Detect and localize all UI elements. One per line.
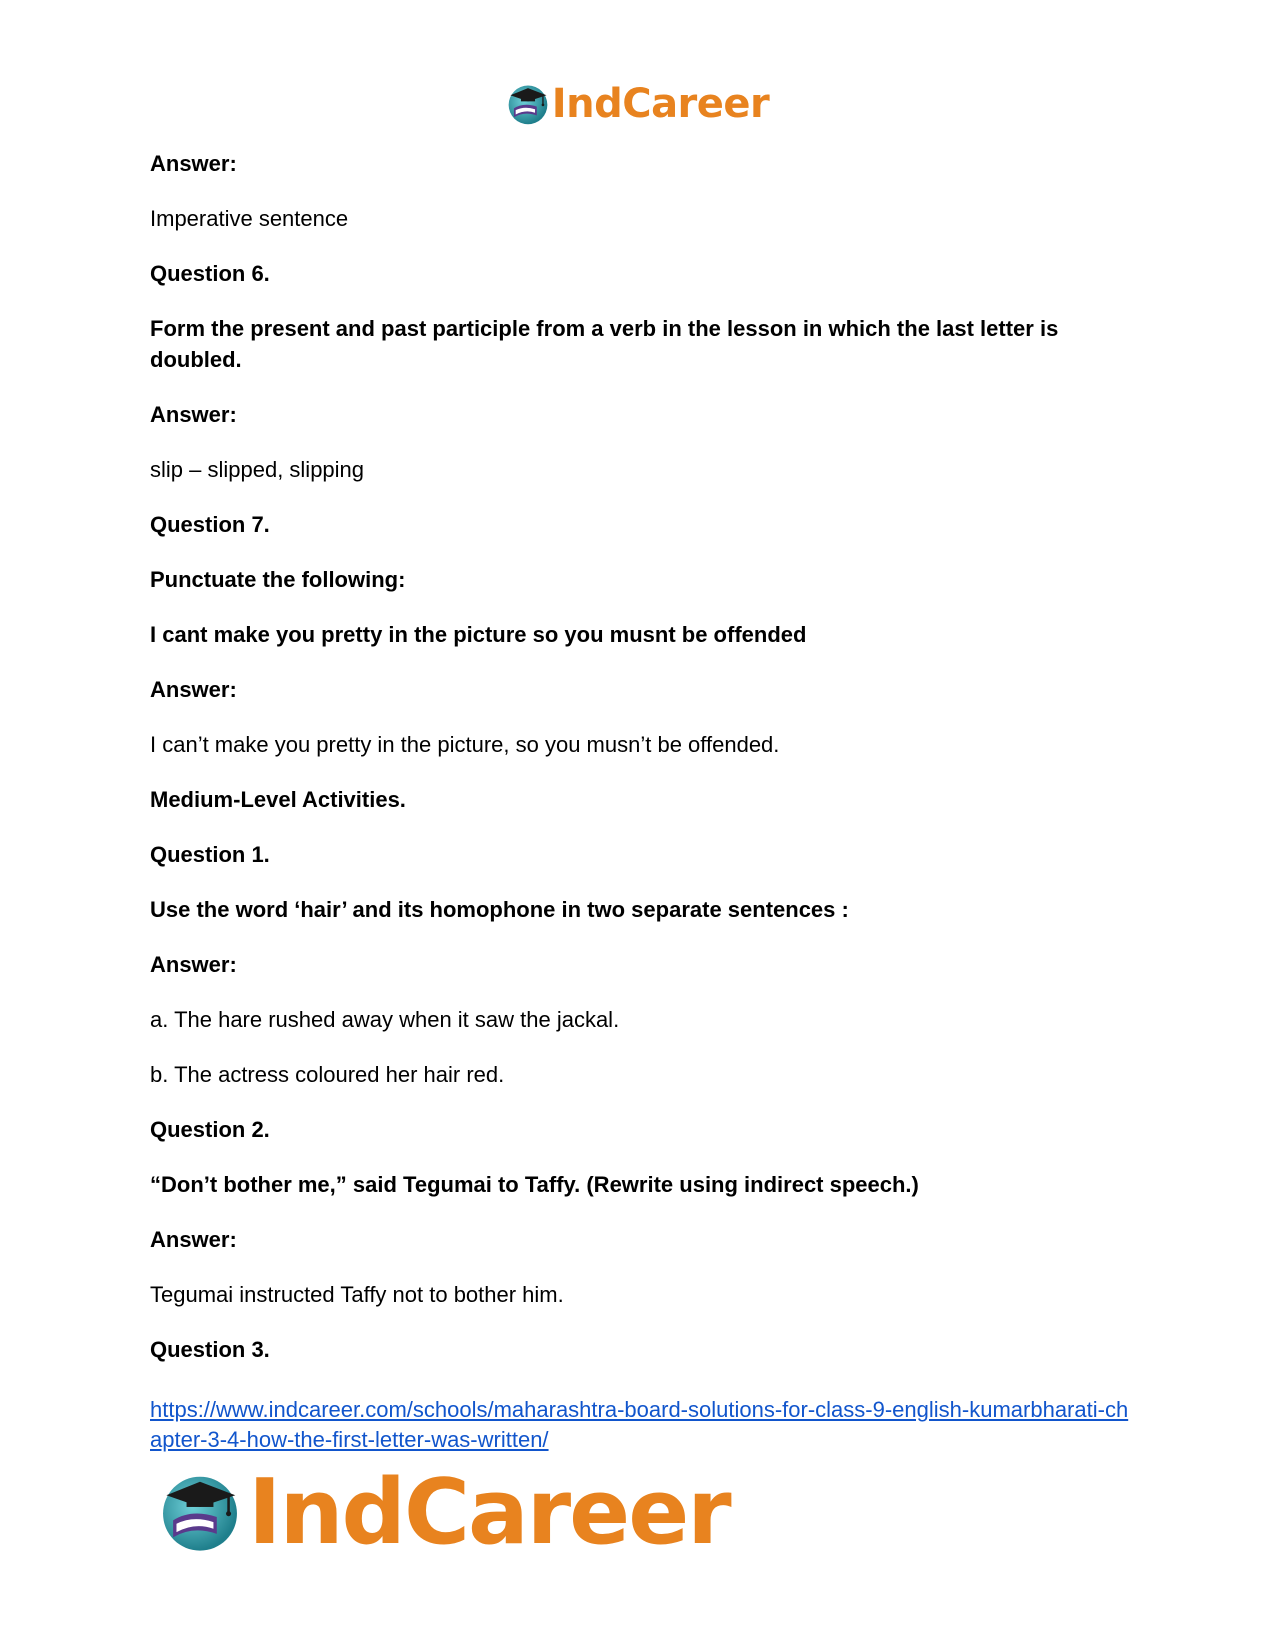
bold-paragraph: Question 1. [150,842,270,867]
paragraph: b. The actress coloured her hair red. [150,1062,505,1087]
bold-paragraph: Use the word ‘hair’ and its homophone in two separate sentences : [150,897,849,922]
bold-paragraph: Punctuate the following: [150,567,406,592]
graduation-cap-book-globe-icon [158,1470,242,1554]
paragraph: Imperative sentence [150,206,349,231]
footer-logo [158,1459,730,1565]
paragraph: a. The hare rushed away when it saw the jackal. [150,1007,620,1032]
footer-logo-text: IndCareer [248,1459,730,1565]
paragraph: slip – slipped, slipping [150,457,365,482]
graduation-cap-book-globe-icon [506,82,550,126]
bold-paragraph: Question 6. [150,261,270,286]
bold-paragraph: Answer: [150,1227,237,1252]
bold-paragraph: Question 2. [150,1117,270,1142]
bold-paragraph: Answer: [150,402,237,427]
bold-paragraph: Question 3. [150,1337,270,1362]
bold-paragraph: “Don’t bother me,” said Tegumai to Taffy. (Rewrite using indirect speech.) [150,1172,919,1197]
bold-paragraph: Answer: [150,151,237,176]
logo-text: IndCareer [551,81,770,127]
paragraph: I can’t make you pretty in the picture, so you musn’t be offended. [150,732,780,757]
bold-paragraph: I cant make you pretty in the picture so you musnt be offended [150,622,807,647]
bold-paragraph: Answer: [150,677,237,702]
header-logo [0,80,1275,128]
bold-paragraph: Form the present and past participle from a verb in the lesson in which the last letter is doubled. [150,316,1059,372]
bold-paragraph: Answer: [150,952,237,977]
bold-paragraph: Medium-Level Activities. [150,787,406,812]
bold-paragraph: Question 7. [150,512,270,537]
source-link[interactable]: https://www.indcareer.com/schools/maharashtra-board-solutions-for-class-9-english-kumarbharati-chapter-3-4-how-the-first-letter-was-written/ [150,1397,1129,1452]
indcareer-logo [506,81,770,127]
document-body [150,148,1140,1389]
paragraph: Tegumai instructed Taffy not to bother him. [150,1282,564,1307]
